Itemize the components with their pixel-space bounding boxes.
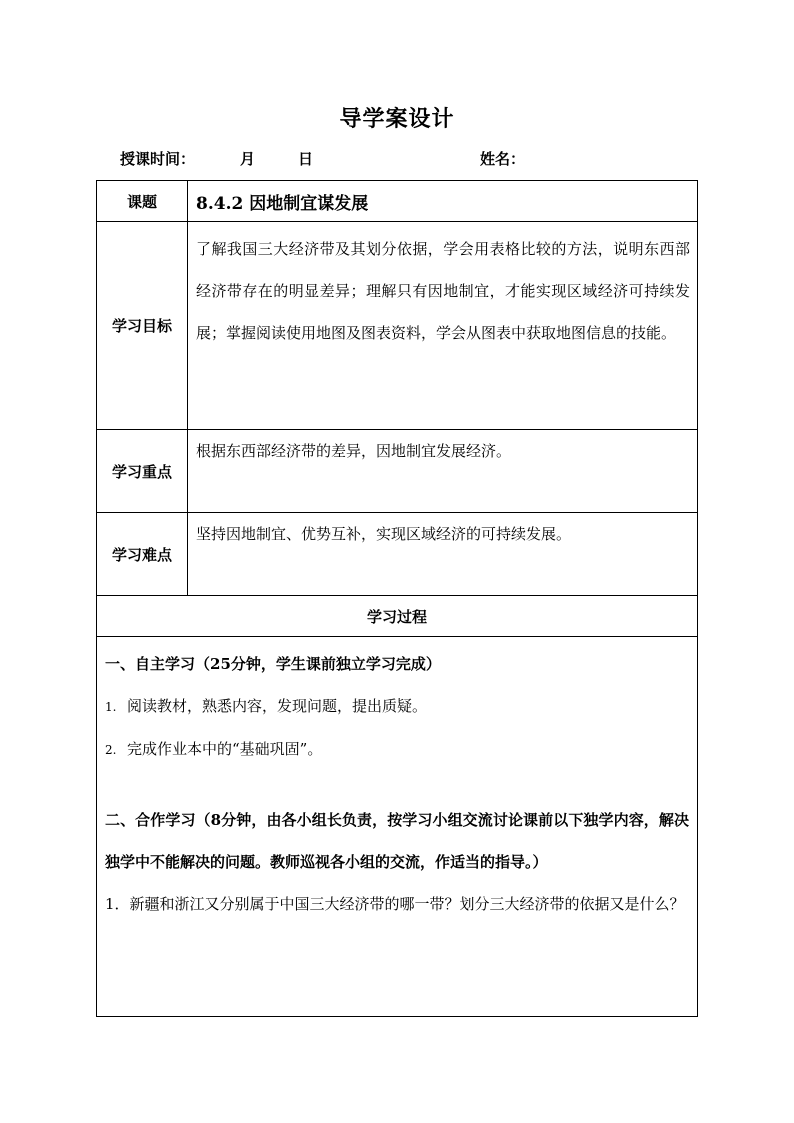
spacer [105, 771, 689, 799]
lesson-plan-table [96, 180, 698, 1017]
topic-label: 课题 [97, 181, 188, 222]
time-label: 授课时间： [120, 150, 196, 168]
section2-question: 1．新疆和浙江又分别属于中国三大经济带的哪一带？划分三大经济带的依据又是什么？ [105, 895, 685, 913]
item-number: 1. [105, 700, 117, 714]
section1-title: 一、自主学习（25分钟，学生课前独立学习完成） [105, 655, 441, 673]
page-title: 导学案设计 [339, 106, 455, 132]
difficulty-cell [188, 513, 698, 596]
objective-cell [188, 222, 698, 430]
item-number: 2. [105, 743, 117, 757]
objective-value: 了解我国三大经济带及其划分依据，学会用表格比较的方法，说明东西部经济带存在的明显差异；理解只有因地制宜，才能实现区域经济可持续发展；掌握阅读使用地图及图表资料，学会从图表中获取地图信息的技能。 [196, 240, 690, 342]
difficulty-value: 坚持因地制宜、优势互补，实现区域经济的可持续发展。 [196, 525, 572, 543]
topic-value: 8.4.2 因地制宜谋发展 [188, 181, 698, 222]
topic-row [97, 181, 698, 222]
day-label: 日 [298, 150, 314, 168]
list-item [105, 728, 689, 771]
process-body-row [97, 637, 698, 1017]
keypoint-cell [188, 430, 698, 513]
item-text: 阅读教材，熟悉内容，发现问题，提出质疑。 [127, 697, 428, 715]
month-label: 月 [240, 150, 256, 168]
name-label: 姓名： [480, 150, 526, 168]
list-item [105, 685, 689, 728]
objective-row [97, 222, 698, 430]
process-header-row [97, 596, 698, 637]
header-info [0, 148, 794, 170]
section2-title: 二、合作学习（8分钟，由各小组长负责，按学习小组交流讨论课前以下独学内容，解决独学中不能解决的问题。教师巡视各小组的交流，作适当的指导。） [105, 811, 689, 871]
objective-label: 学习目标 [97, 222, 188, 430]
process-label: 学习过程 [97, 596, 698, 637]
difficulty-row [97, 513, 698, 596]
item-text: 完成作业本中的“基础巩固”。 [127, 740, 323, 758]
difficulty-label: 学习难点 [97, 513, 188, 596]
keypoint-row [97, 430, 698, 513]
keypoint-label: 学习重点 [97, 430, 188, 513]
process-body [97, 637, 698, 1017]
keypoint-value: 根据东西部经济带的差异，因地制宜发展经济。 [196, 442, 512, 460]
